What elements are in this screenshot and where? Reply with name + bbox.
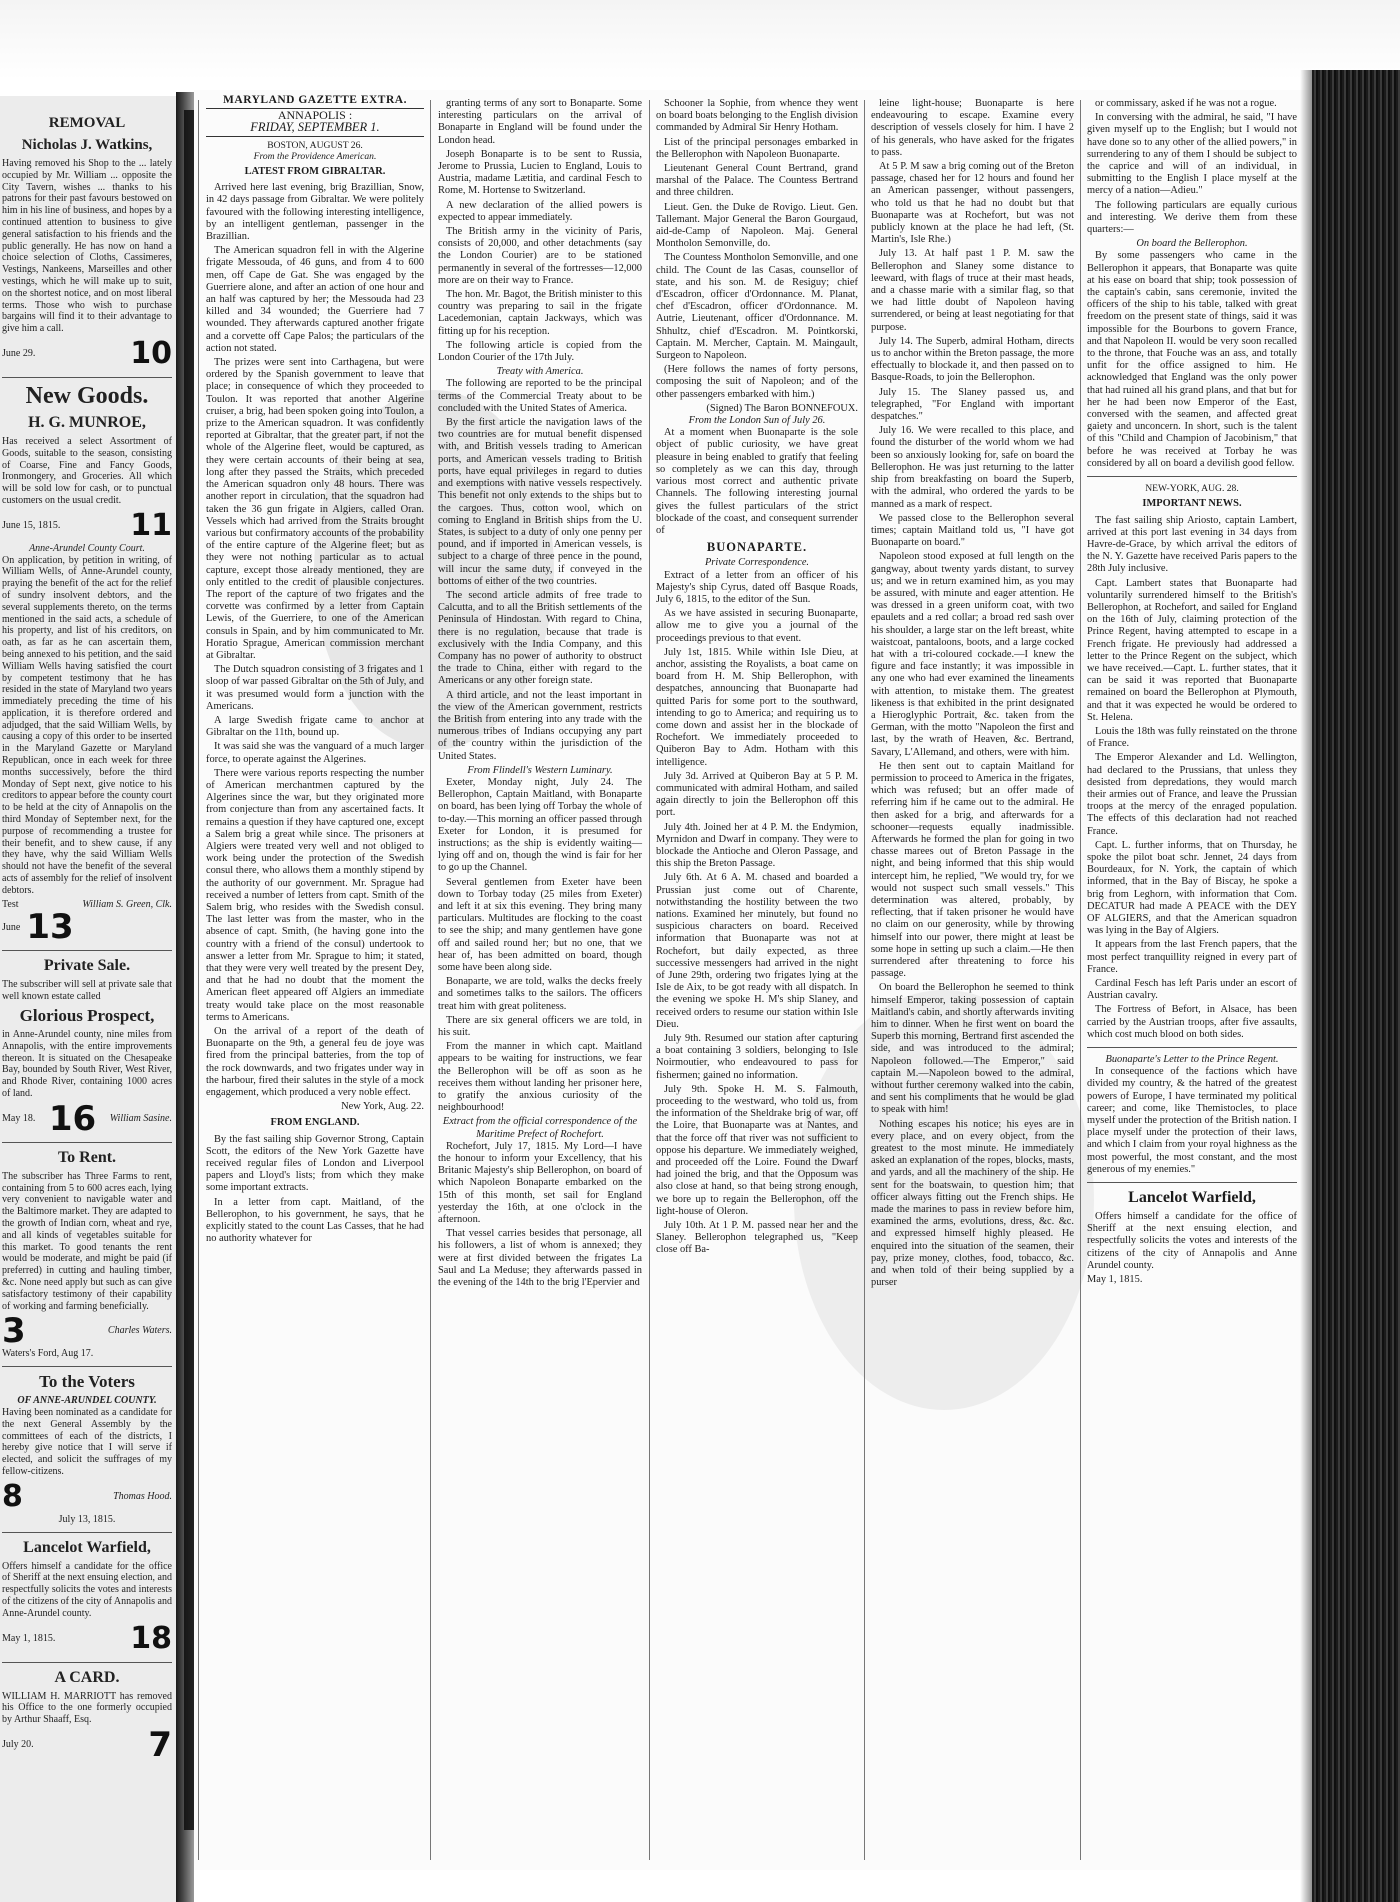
voters-text: Having been nominated as a candidate for the next General Assembly by the committees of each of the districts, I hereby give notice that I will serve if elected, and solicit the suffrages of my fellow-citizens. [2, 1406, 172, 1477]
court-date: June [2, 921, 21, 933]
to-rent-heading: To Rent. [57, 1148, 117, 1166]
paragraph: In conversing with the admiral, he said, "I have given myself up to the English; but I would not have done so to any other of the allied powers," in surrendering to any of them I should be subject to the caprice and will of an individual, in submitting to the English I place myself at the mercy of a nation—Adieu." [1087, 112, 1297, 197]
paragraph: Lieut. Gen. the Duke de Rovigo. Lieut. Gen. Tallemant. Major General the Baron Gourgaud, aid-de-Camp of Napoleon. Maj. General Montholon Semonville, do. [656, 201, 858, 250]
column-rule [1080, 100, 1081, 1860]
paragraph: The fast sailing ship Ariosto, captain Lambert, arrived at this port last evening in 34 days from Havre-de-Grace, by which arrival the editors of the N. Y. Gazette have received Paris papers to the 28th July inclusive. [1087, 514, 1297, 575]
paragraph: We passed close to the Bellerophon several times; captain Maitland told us, "I have got Buonaparte on board." [871, 512, 1074, 549]
section-heading: Private Correspondence. [704, 557, 810, 569]
dateline: BOSTON, AUGUST 26. [267, 139, 363, 151]
watkins-date: June 29. [2, 348, 36, 360]
glorious-prospect-heading: Glorious Prospect, [19, 1006, 155, 1026]
book-page-edges [1312, 70, 1400, 1902]
paragraph: List of the principal personages embarked in the Bellerophon with Napoleon Buonaparte. [656, 136, 858, 160]
paragraph: That vessel carries besides that personage, all his followers, a list of whom is annexed; they were at first divided between the frigates La Saul and La Meduse; they afterwards passed in the evening of the 14th to the brig l'Epervier and [438, 1228, 642, 1289]
paragraph: Lieutenant General Count Bertrand, grand marshal of the Palace. The Countess Bertrand and three children. [656, 163, 858, 199]
column-rule [649, 100, 650, 1860]
paragraph: By the fast sailing ship Governor Strong, Captain Scott, the editors of the New York Gazette have received regular files of London and Liverpool papers and Lloyd's lists; from which they make some important extracts. [206, 1133, 424, 1194]
divider [2, 1142, 172, 1143]
munroe-text: Has received a select Assortment of Goods, suitable to the season, consisting of Coarse, Fine and Fancy Goods, Ironmongery, and Groceries. All which will be sold low for cash, or to punctual customers on the usual credit. [2, 435, 172, 506]
column-3 [656, 98, 858, 1259]
court-clerk: William S. Green, Clk. [82, 898, 172, 910]
column-4 [871, 98, 1074, 1292]
headline: IMPORTANT NEWS. [1142, 498, 1242, 510]
left-page-strip [0, 96, 183, 1902]
handwritten-number-8: 8 [2, 1478, 23, 1514]
rent-signature: Charles Waters. [107, 1325, 172, 1337]
court-test: Test [2, 898, 19, 910]
divider [2, 1532, 172, 1533]
masthead-place: ANNAPOLIS : [277, 108, 353, 123]
glorious-signature: William Sasine. [109, 1112, 172, 1124]
column-rule [430, 100, 431, 1860]
paragraph: At a moment when Buonaparte is the sole object of public curiosity, we have great pleasure in being enabled to gratify that feeling so completely as we can this day, through various most correct and authentic private Channels. The following interesting journal gives the fullest particulars of the strict blockade of the coast, and consequent surrender of [656, 427, 858, 536]
paragraph: There were various reports respecting the number of American merchantmen captured by the Algerines since the war, but they originated more from conjecture than from any ascertained facts. It remains a question if they have captured one, except a Salem brig a great while since. The prisoners at Algiers were treated very well and not obliged to work being under the protection of the Swedish consul there, who allows them a monthly stipend by the authority of our government. Mr. Sprague had received a number of letters from capt. Smith of the Salem brig, who resides with the Swedish consul. The last letter was from the master, who in the absence of capt. Smith, (he having gone into the country with a friend of the consul) undertook to answer a letter from Mr. Sprague to him; it stated, that they were very well treated by the present Dey, and that he had no doubt that the moment the American fleet appeared off Algiers an immediate treaty would take place on the most reasonable terms to Americans. [206, 767, 424, 1023]
paragraph: July 14. The Superb, admiral Hotham, directs us to anchor within the Breton passage, the more effectually to blockade it, and then passed on to Basque-Roads, to join the Bellerophon. [871, 335, 1074, 384]
paragraph: Capt. Lambert states that Buonaparte had voluntarily surrendered himself to the British's Bellerophon, at Rochefort, and sailed for England on the 16th of July, claiming protection of the Prince Regent, having attempted to escape in a French frigate. He previously had addressed a letter to the Prince Regent on the subject, which we have received.—Capt. L. further states, that it can be said it was reported that Buonaparte remained on board the Bellerophon at Plymouth, and that it was expected he would be ordered to St. Helena. [1087, 577, 1297, 723]
paragraph: July 13. At half past 1 P. M. saw the Bellerophon and Slaney some distance to leeward, with flags of truce at their mast heads, and a chasse marie with a similar flag, so that we had little doubt of Napoleon having surrendered, or being at least negotiating for that purpose. [871, 248, 1074, 333]
warfield-date: May 1, 1815. [1087, 1274, 1143, 1286]
paragraph: July 9th. Resumed our station after capturing a boat containing 3 soldiers, belonging to Isle Noirmoutier, who endeavoured to pass for fishermen; gained no information. [656, 1033, 858, 1081]
paragraph: leine light-house; Buonaparte is here endeavouring to escape. Examine every description of vessels closely for him. I have 2 of his generals, who have asked for the frigates to pass. [871, 98, 1074, 158]
column-2 [438, 98, 642, 1291]
paragraph: July 1st, 1815. While within Isle Dieu, at anchor, assisting the Royalists, a boat came on board from H. M. Ship Bellerophon, with despatches, announcing that Buonaparte had quitted Paris for some port to the southward, intending to go to America; and requiring us to come down and assist her in the blockade of Rochefort. We immediately proceeded to Quiberon Bay to Adm. Hotham with this intelligence. [656, 646, 858, 768]
paragraph: As we have assisted in securing Buonaparte, allow me to give you a journal of the proceedings previous to that event. [656, 608, 858, 644]
section-heading: Extract from the official correspondence of the Maritime Prefect of Rochefort. [442, 1116, 638, 1140]
paragraph: The hon. Mr. Bagot, the British minister to this country was preparing to sail in the frigate Lacedemonian, captain Jackways, which was fitting up for his reception. [438, 289, 642, 337]
watkins-text: Having removed his Shop to the ... lately occupied by Mr. William ... opposite the City Tavern, wishes ... thanks to his patrons for their past favours bestowed on him in his line of business, and hopes by a continued attention to business to give general satisfaction to his friends and the public generally. He has now on hand a choice selection of Cloths, Cassimeres, Vestings, Nankeens, Marseilles and other vestings, which he will make up to suit, on the shortest notice, and on most liberal terms. Those who wish to purchase bargains will find it to their advantage to give him a call. [2, 158, 172, 335]
voters-signature: Thomas Hood. [113, 1490, 172, 1502]
divider [2, 377, 172, 378]
card-text: WILLIAM H. MARRIOTT has removed his Office to the one formerly occupied by Arthur Shaaff, Esq. [2, 1690, 172, 1726]
section-heading: Buonaparte's Letter to the Prince Regent. [1105, 1054, 1279, 1066]
paragraph: A third article, and not the least important in the view of the American government, restricts the British from entering into any trade with the numerous tribes of Indians occupying any part of the country within the jurisdiction of the United States. [438, 689, 642, 762]
handwritten-number-10: 10 [130, 335, 172, 371]
paragraph: The following particulars are equally curious and interesting. We derive them from these quarters:— [1087, 199, 1297, 236]
paragraph: (Here follows the names of forty persons, composing the suit of Napoleon; and of the other passengers embarked with him.) [656, 364, 858, 400]
paragraph: Arrived here last evening, brig Brazillian, Snow, in 42 days passage from Gibraltar. We were politely favoured with the following interesting intelligence, by an intelligent gentleman, passenger in the Brazillian. [206, 182, 424, 243]
column-1 [206, 94, 424, 1247]
book-gutter-dark [184, 110, 194, 1830]
paragraph: July 15. The Slaney passed us, and telegraphed, "For England with important despatches." [871, 386, 1074, 423]
new-goods-heading: New Goods. [25, 382, 149, 409]
section-heading: From Flindell's Western Luminary. [467, 764, 613, 776]
paragraph: The British army in the vicinity of Paris, consists of 20,000, and other detachments (say the London Courier) are to be stationed permanently in several of the fortresses—12,000 more are on their way to France. [438, 226, 642, 286]
paragraph: It was said she was the vanguard of a much larger force, to operate against the Algerines. [206, 741, 424, 765]
paragraph: Bonaparte, we are told, walks the decks freely and sometimes talks to the sailors. The officers treat him with great politeness. [438, 976, 642, 1012]
paragraph: Rochefort, July 17, 1815. My Lord—I have the honour to inform your Excellency, that his Britanic Majesty's ship Bellerophon, on board of which Napoleon Bonaparte embarked on the 15th of this month, set sail for England yesterday the 16th, at one o'clock in the afternoon. [438, 1140, 642, 1226]
paragraph: At 5 P. M saw a brig coming out of the Breton passage, chased her for 12 hours and found her an American passenger, without passengers, who told us that he had no doubt but that Buonaparte was at Rochefort, but was not publicly known at the place he had left, (St. Martin's, Isle Rhe.) [871, 161, 1074, 246]
paragraph: Cardinal Fesch has left Paris under an escort of Austrian cavalry. [1087, 978, 1297, 1002]
paragraph: The following article is copied from the London Courier of the 17th July. [438, 339, 642, 364]
paragraph: The Countess Montholon Semonville, and one child. The Count de las Casas, counsellor of state, and his son. M. de Resiguy; chief d'Escadron, officer d'Ordonnance. M. Planat, chef d'Escadron, officer d'Ordonnance. M. Autrie, Lieutenant, officer d'Ordonnance. M. Shhultz, chief d'Escadron. M. Pointkorski, Captain. M. Mercher, Captain. M. Maingault, Surgeon to Napoleon. [656, 252, 858, 362]
signature: (Signed) The Baron BONNEFOUX. [706, 402, 858, 414]
divider [1087, 476, 1297, 477]
voters-heading: To the Voters [39, 1372, 135, 1392]
headline: BUONAPARTE. [706, 540, 808, 555]
section-heading: On board the Bellerophon. [1136, 238, 1248, 250]
scan-top-edge [0, 0, 1400, 80]
handwritten-number-18: 18 [130, 1620, 172, 1656]
masthead: MARYLAND GAZETTE EXTRA. [206, 94, 424, 109]
paragraph: The following are reported to be the principal terms of the Commercial Treaty about to be concluded with the United States of America. [438, 378, 642, 414]
paragraph: Capt. L. further informs, that on Thursday, he spoke the pilot boat schr. Jennet, 24 days from Bourdeaux, for N. York, the captain of which informed, that in the Bay of Biscay, he spoke a brig from Leghorn, with information that Com. DECATUR had made A PEACE with the DEY OF ALGIERS, and that the American squadron was lying in the Bay of Algiers. [1087, 839, 1297, 937]
paragraph: In a letter from capt. Maitland, of the Bellerophon, to his government, he says, that he explicitly stated to the count Las Casses, that he had no authority whatever for [206, 1196, 424, 1245]
paragraph: granting terms of any sort to Bonaparte. Some interesting particulars on the arrival of Bonaparte in England will be found under the London head. [438, 98, 642, 146]
paragraph: Several gentlemen from Exeter have been down to Torbay today (25 miles from Exeter) and left it at six this evening. They bring many particulars. Multitudes are flocking to the coast to see the ship; and many gentlemen have gone off and sailed round her; but no one, that we hear of, has been admitted on board, though some have been along side. [438, 876, 642, 974]
paragraph: By some passengers who came in the Bellerophon it appears, that Bonaparte was quite at his ease on board that ship; took possession of the captain's cabin, sans ceremonie, invited the officers of the ship to his table, talked with great freedom on the present state of things, said it was impossible for the Bourbons to govern France, and that Napoleon II. would be very soon recalled to the throne, that Fouche was an ass, and totally unfit for the office assigned to him. He acknowledged that England was the only power that had ruined all his grand plans, and that but for her he had been now Emperor of the East, conversed with the seamen, and affected great gaiety and unconcern. In short, such is the talent of this "Child and Champion of Jacobinism," that before he was received at Torbay he was considered by all on board a devilish good fellow. [1087, 250, 1297, 469]
paragraph: Nothing escapes his notice; his eyes are in every place, and on every object, from the greatest to the most minute. He immediately asked an explanation of the ropes, blocks, masts, and yards, and all the machinery of the ship. He sent for the boatswain, to question him; that officer always fitting out the French ships. He made the marines to pass in review before him, examined the arms, evolutions, dress, &c. &c. and expressed himself highly pleased. He enquired into the situation of the seamen, their pay, prize money, clothes, food, tobacco, &c. and when told of their being supplied by a purser [871, 1118, 1074, 1289]
dateline: New York, Aug. 22. [341, 1101, 424, 1113]
handwritten-number-11: 11 [130, 507, 172, 543]
paragraph: In consequence of the factions which have divided my country, & the hatred of the greatest powers of Europe, I have terminated my political career; and come, like Themistocles, to place myself under the protection of the British nation. I place myself under the protection of their laws, and which I claim from your royal highness as the most powerful, the most constant, and the most generous of my enemies." [1087, 1066, 1297, 1175]
paragraph: On board the Bellerophon he seemed to think himself Emperor, taking possession of captain Maitland's cabin, and shortly afterwards inviting him to dinner. When he first went on board the Superb this morning, Bertrand first ascended the side, and was introduced to the admiral; Napoleon followed.—The Emperor," said captain M.—Napoleon bowed to the admiral, without further ceremony walked into the cabin, and sent his compliments that he would be glad to speak with him! [871, 982, 1074, 1116]
column-5 [1087, 98, 1297, 1286]
divider [2, 950, 172, 951]
handwritten-number-13: 13 [26, 907, 74, 948]
paragraph: July 6th. At 6 A. M. chased and boarded a Prussian just come out of Charente, notwithstanding the hostility between the two nations. Examined her minutely, but found no suspicious characters on board. Received information that Buonaparte was not at Rochefort, but daily expected, as three successive messengers had arrived in the night of June 29th, ordering two frigates lying at the Isle de Aix, to be got ready with all dispatch. In the evening we spoke H. M's ship Slaney, and received orders to resume our station within Isle Dieu. [656, 872, 858, 1030]
glorious-prospect-text: in Anne-Arundel county, nine miles from Annapolis, with the entire improvements thereon. It is situated on the Chesapeake Bay, bounded by South River, West River, and Rhode River, containing 1000 acres of land. [2, 1029, 172, 1100]
paragraph: There are six general officers we are told, in his suit. [438, 1014, 642, 1039]
paragraph: or commissary, asked if he was not a rogue. [1095, 98, 1277, 109]
headline: LATEST FROM GIBRALTAR. [244, 166, 386, 178]
paragraph: Joseph Bonaparte is to be sent to Russia, Jerome to Prussia, Lucien to England, Louis to Austria, madame Lætitia, and cardinal Fesch to Rome, M. Hortense to Switzerland. [438, 148, 642, 197]
munroe-name: H. G. MUNROE, [28, 413, 146, 431]
dateline: NEW-YORK, AUG. 28. [1145, 483, 1239, 495]
paragraph: The prizes were sent into Carthagena, but were ordered by the Spanish government to leave that place; in consequence of which they proceeded to Toulon. It was reported that another Algerine cruiser, a brig, had been spoken going into Toulon, a prize to the American squadron. It was confidently reported at Gibraltar, that the greater part, if not the whole of the Algerine fleet, would be captured, as they were certain accounts of their being at sea, long after they passed the Straits, which preceded the American squadron only 48 hours. There was another report in circulation, that the squadron had taken the 36 gun frigate in Algiers, called Oran. Vessels which had arrived from the Straits brought various but confirmatory accounts of the probability of the entire capture of the Algerine fleet; but as they were not nothing particular as to actual capture, except those already mentioned, they are only entitled to the credit of plausible conjectures. The report of the capture of two frigates and the corvette was confirmed by a letter from Captain Lewis, of the Guerriere, to one of the American consuls in Spain, and by him communicated to Mr. Horatio Sprague, American commission merchant at Gibraltar. [206, 357, 424, 661]
paragraph: The Emperor Alexander and Ld. Wellington, had declared to the Prussians, that unless they desisted from depredations, they would march their armies out of France, and leave the Prussian troops at the mercy of the enraged population. The effects of this declaration had not reached France. [1087, 752, 1297, 837]
paragraph: July 3d. Arrived at Quiberon Bay at 5 P. M. communicated with admiral Hotham, and sailed again directly to join the Bellerophon off this port. [656, 770, 858, 819]
paragraph: By the first article the navigation laws of the two countries are for mutual benefit dispensed with, and British vessels trading to American ports, and American vessels trading to British ports, have equal privileges in regard to duties and exemptions with native vessels respectively. This benefit not only extends to the ships but to the cargoes. Thus, cotton wool, which on coming to England in British ships from the U. States, is subject to a duty of only one penny per pound, and if imported in American vessels, is subject to a charge of three pence in the pound, will incur the same duty, if conveyed in the bottoms of either of the two countries. [438, 417, 642, 587]
paragraph: The second article admits of free trade to Calcutta, and to all the British settlements of the Peninsula of Hindostan. With regard to China, there is no regulation, because that trade is exclusively with the India Company, and this Company has no power of authority to obstruct the trade to China, either with regard to the Americans or any other foreign state. [438, 589, 642, 687]
headline: FROM ENGLAND. [270, 1117, 360, 1129]
section-heading: Treaty with America. [496, 366, 584, 378]
card-heading: A CARD. [54, 1668, 120, 1686]
paragraph: The American squadron fell in with the Algerine frigate Messouda, of 46 guns, and from 4 to 600 men, off Cape de Gat. She was engaged by the Guerriere alone, and after an action of one hour and an half was captured by her; the Messouda had 23 killed and 34 wounded; the Guerriere had 7 wounded. They afterwards captured another frigate and a corvette off Cape Palos; the particulars of the action not stated. [206, 245, 424, 354]
divider [1087, 1182, 1297, 1183]
paragraph: Louis the 18th was fully reinstated on the throne of France. [1087, 725, 1297, 750]
left-column [2, 96, 172, 1765]
court-heading: Anne-Arundel County Court. [29, 542, 145, 554]
paragraph: July 4th. Joined her at 4 P. M. the Endymion, Myrnidon and Dwarf in company. They were to blockade the Antioche and Oleron Passage, and this ship the Breton Passage. [656, 821, 858, 870]
voters-date: July 13, 1815. [58, 1513, 116, 1525]
handwritten-number-16: 16 [48, 1098, 97, 1139]
newspaper-page [194, 90, 1312, 1870]
paragraph: A large Swedish frigate came to anchor at Gibraltar on the 11th, bound up. [206, 714, 424, 739]
paragraph: Exeter, Monday night, July 24. The Bellerophon, Captain Maitland, with Bonaparte on board, has been lying off Torbay the whole of to-day.—This morning an officer passed through Exeter for London, it is presumed for instructions; as the ship is evidently waiting—lying off and on, though the wind is fair for her to go up the Channel. [438, 776, 642, 874]
paragraph: July 9th. Spoke H. M. S. Falmouth, proceeding to the westward, who told us, from the information of the Sheldrake brig of war, off the Loire, that Buonaparte was at Nantes, and that the force off that river was not sufficient to oppose his departure. We immediately weighed, and proceeded off the Loire. Found the Dwarf had joined the brig, and that the Opposum was also close at hand, so that being strong enough, we bore up to regain the Bellerophon, off the light-house of Oleron. [656, 1083, 858, 1217]
paragraph: July 16. We were recalled to this place, and found the disturber of the world whom we had been so anxiously looking for, safe on board the Bellerophon. He was just returning to the latter ship from breakfasting on board the Superb, with the admiral, who ordered the yards to be manned as a mark of respect. [871, 425, 1074, 510]
handwritten-number-7: 7 [148, 1724, 172, 1765]
rent-place: Waters's Ford, Aug 17. [2, 1348, 94, 1360]
private-sale-heading: Private Sale. [43, 957, 131, 975]
card-date: July 20. [2, 1739, 34, 1751]
glorious-date: May 18. [2, 1112, 36, 1124]
paragraph: The Fortress of Befort, in Alsace, has been carried by the Austrian troops, after five assaults, which cost much blood on both sides. [1087, 1004, 1297, 1040]
paragraph: Extract of a letter from an officer of his Majesty's ship Cyrus, dated off Basque Roads, July 6, 1815, to the editor of the Sun. [656, 569, 858, 605]
warfield-heading: Lancelot Warfield, [1128, 1189, 1256, 1207]
private-sale-text: The subscriber will sell at private sale that well known estate called [2, 979, 172, 1003]
to-rent-text: The subscriber has Three Farms to rent, containing from 5 to 600 acres each, lying very convenient to navigable water and the Baltimore market. They are adapted to the growth of Indian corn, wheat and rye, and all kinds of vegetables suitable for this market. To good tenants the rent would be moderate, and might be paid (if preferred) in cutting and hauling timber, &c. None need apply but such as can give satisfactory testimony of their capability of working and farming beneficially. [2, 1170, 172, 1312]
paragraph: A new declaration of the allied powers is expected to appear immediately. [438, 199, 642, 223]
voters-subheading: OF ANNE-ARUNDEL COUNTY. [17, 1395, 157, 1407]
column-rule [198, 100, 199, 1860]
source-line: From the Providence American. [253, 150, 377, 162]
paragraph: From the manner in which capt. Maitland appears to be waiting for instructions, we fear the Bellerophon will be off as soon as he receives them without landing her prisoner here, to gratify the anxious curiosity of the neighbourhood! [438, 1041, 642, 1114]
paragraph: The Dutch squadron consisting of 3 frigates and 1 sloop of war passed Gibraltar on the 5th of July, and it was presumed would form a junction with the Americans. [206, 664, 424, 712]
masthead-date: FRIDAY, SEPTEMBER 1. [206, 121, 424, 136]
paragraph: On the arrival of a report of the death of Buonaparte on the 9th, a general feu de joye was fired from the principal batteries, from the top of the rock downwards, and two frigates under way in the harbour, fired their salutes in the style of a mock engagement, which produced a very noble effect. [206, 1026, 424, 1099]
munroe-date: June 15, 1815. [2, 519, 61, 531]
paragraph: July 10th. At 1 P. M. passed near her and the Slaney. Bellerophon telegraphed us, "Keep close off Ba- [656, 1220, 858, 1256]
watkins-name: Nicholas J. Watkins, [21, 137, 153, 153]
warfield-text: Offers himself a candidate for the office of Sheriff at the next ensuing election, and respectfully solicits the votes and interests of the citizens of the city of Annapolis and Anne Arundel county. [1087, 1211, 1297, 1271]
paragraph: It appears from the last French papers, that the most perfect tranquillity reigned in every part of France. [1087, 939, 1297, 975]
paragraph: He then sent out to captain Maitland for permission to proceed to America in the frigates, which was refused; but an offer made of referring him if he came out to the admiral. He then asked for a brig, and afterwards for a schooner—requests equally inadmissible. Afterwards he formed the plan for going in two chasse marees out of Breton Passage in the night, and being informed that this ship would intercept him, he replied, "We would try, for we would not suspect such small vessels." This determination was altered, probably, by reflecting, that if taken prisoner he would have no claim on our generosity, while by throwing himself into our power, there might at least be some hope in setting up such a claim.—He then surrendered after threatening to force his passage. [871, 760, 1074, 980]
section-heading: From the London Sun of July 26. [688, 415, 826, 427]
court-text: On application, by petition in writing, of William Wells, of Anne-Arundel county, praying the benefit of the act for the relief of sundry insolvent debtors, and the several supplements thereto, on the terms mentioned in the said acts, a schedule of his property, and list of his creditors, on oath, as far as he can ascertain them, being annexed to his petition, and the said William Wells having satisfied the court by competent testimony that he has resided in the state of Maryland two years immediately preceding the time of his application, it is therefore ordered and adjudged, that the said William Wells, by causing a copy of this order to be inserted in the Maryland Gazette or Maryland Republican, once in each week for three months successively, before the third Monday of Sept next, give notice to his creditors to appear before the county court to be held at the city of Annapolis on the third Monday of September next, for the purpose of recommending a trustee for their benefit, and to shew cause, if any they have, why the said William Wells should not have the benefit of the several acts of assembly for the relief of insolvent debtors. [2, 554, 172, 896]
paragraph: Schooner la Sophie, from whence they went on board boats belonging to the English division commanded by Admiral Sir Henry Hotham. [656, 98, 858, 134]
divider [2, 1662, 172, 1663]
divider [1087, 1047, 1297, 1048]
divider [2, 1366, 172, 1367]
paragraph: Napoleon stood exposed at full length on the gangway, about twenty yards distant, to survey us; and we in return examined him, as you may be assured, with minute and eager attention. He was dressed in a green uniform coat, with two epaulets and a red collar; a broad red sash over his shoulder, a large star on the left breast, white waistcoat, pantaloons, boots, and a large cocked hat with a tri-coloured cockade.—I knew the figure and face instantly; it was impossible in any one who had ever examined the lineaments with attention, to mistake them. The greatest likeness is that exhibited in the print designated a Hieroglyphic Portrait, &c. taken from the German, with the motto "Napoleon the first and last, by the wrath of Heaven, &c. Bertrand, Savary, L'Allemand, and others, were with him. [871, 551, 1074, 758]
column-rule [864, 100, 865, 1860]
removal-heading: REMOVAL [48, 115, 126, 131]
left-warfield-date: May 1, 1815. [2, 1632, 56, 1644]
left-warfield-text: Offers himself a candidate for the office of Sheriff at the next ensuing election, and respectfully solicits the votes and interests of the citizens of the city of Annapolis and Anne-Arundel county. [2, 1560, 172, 1619]
left-warfield-heading: Lancelot Warfield, [23, 1538, 151, 1556]
handwritten-number-3: 3 [2, 1311, 26, 1352]
